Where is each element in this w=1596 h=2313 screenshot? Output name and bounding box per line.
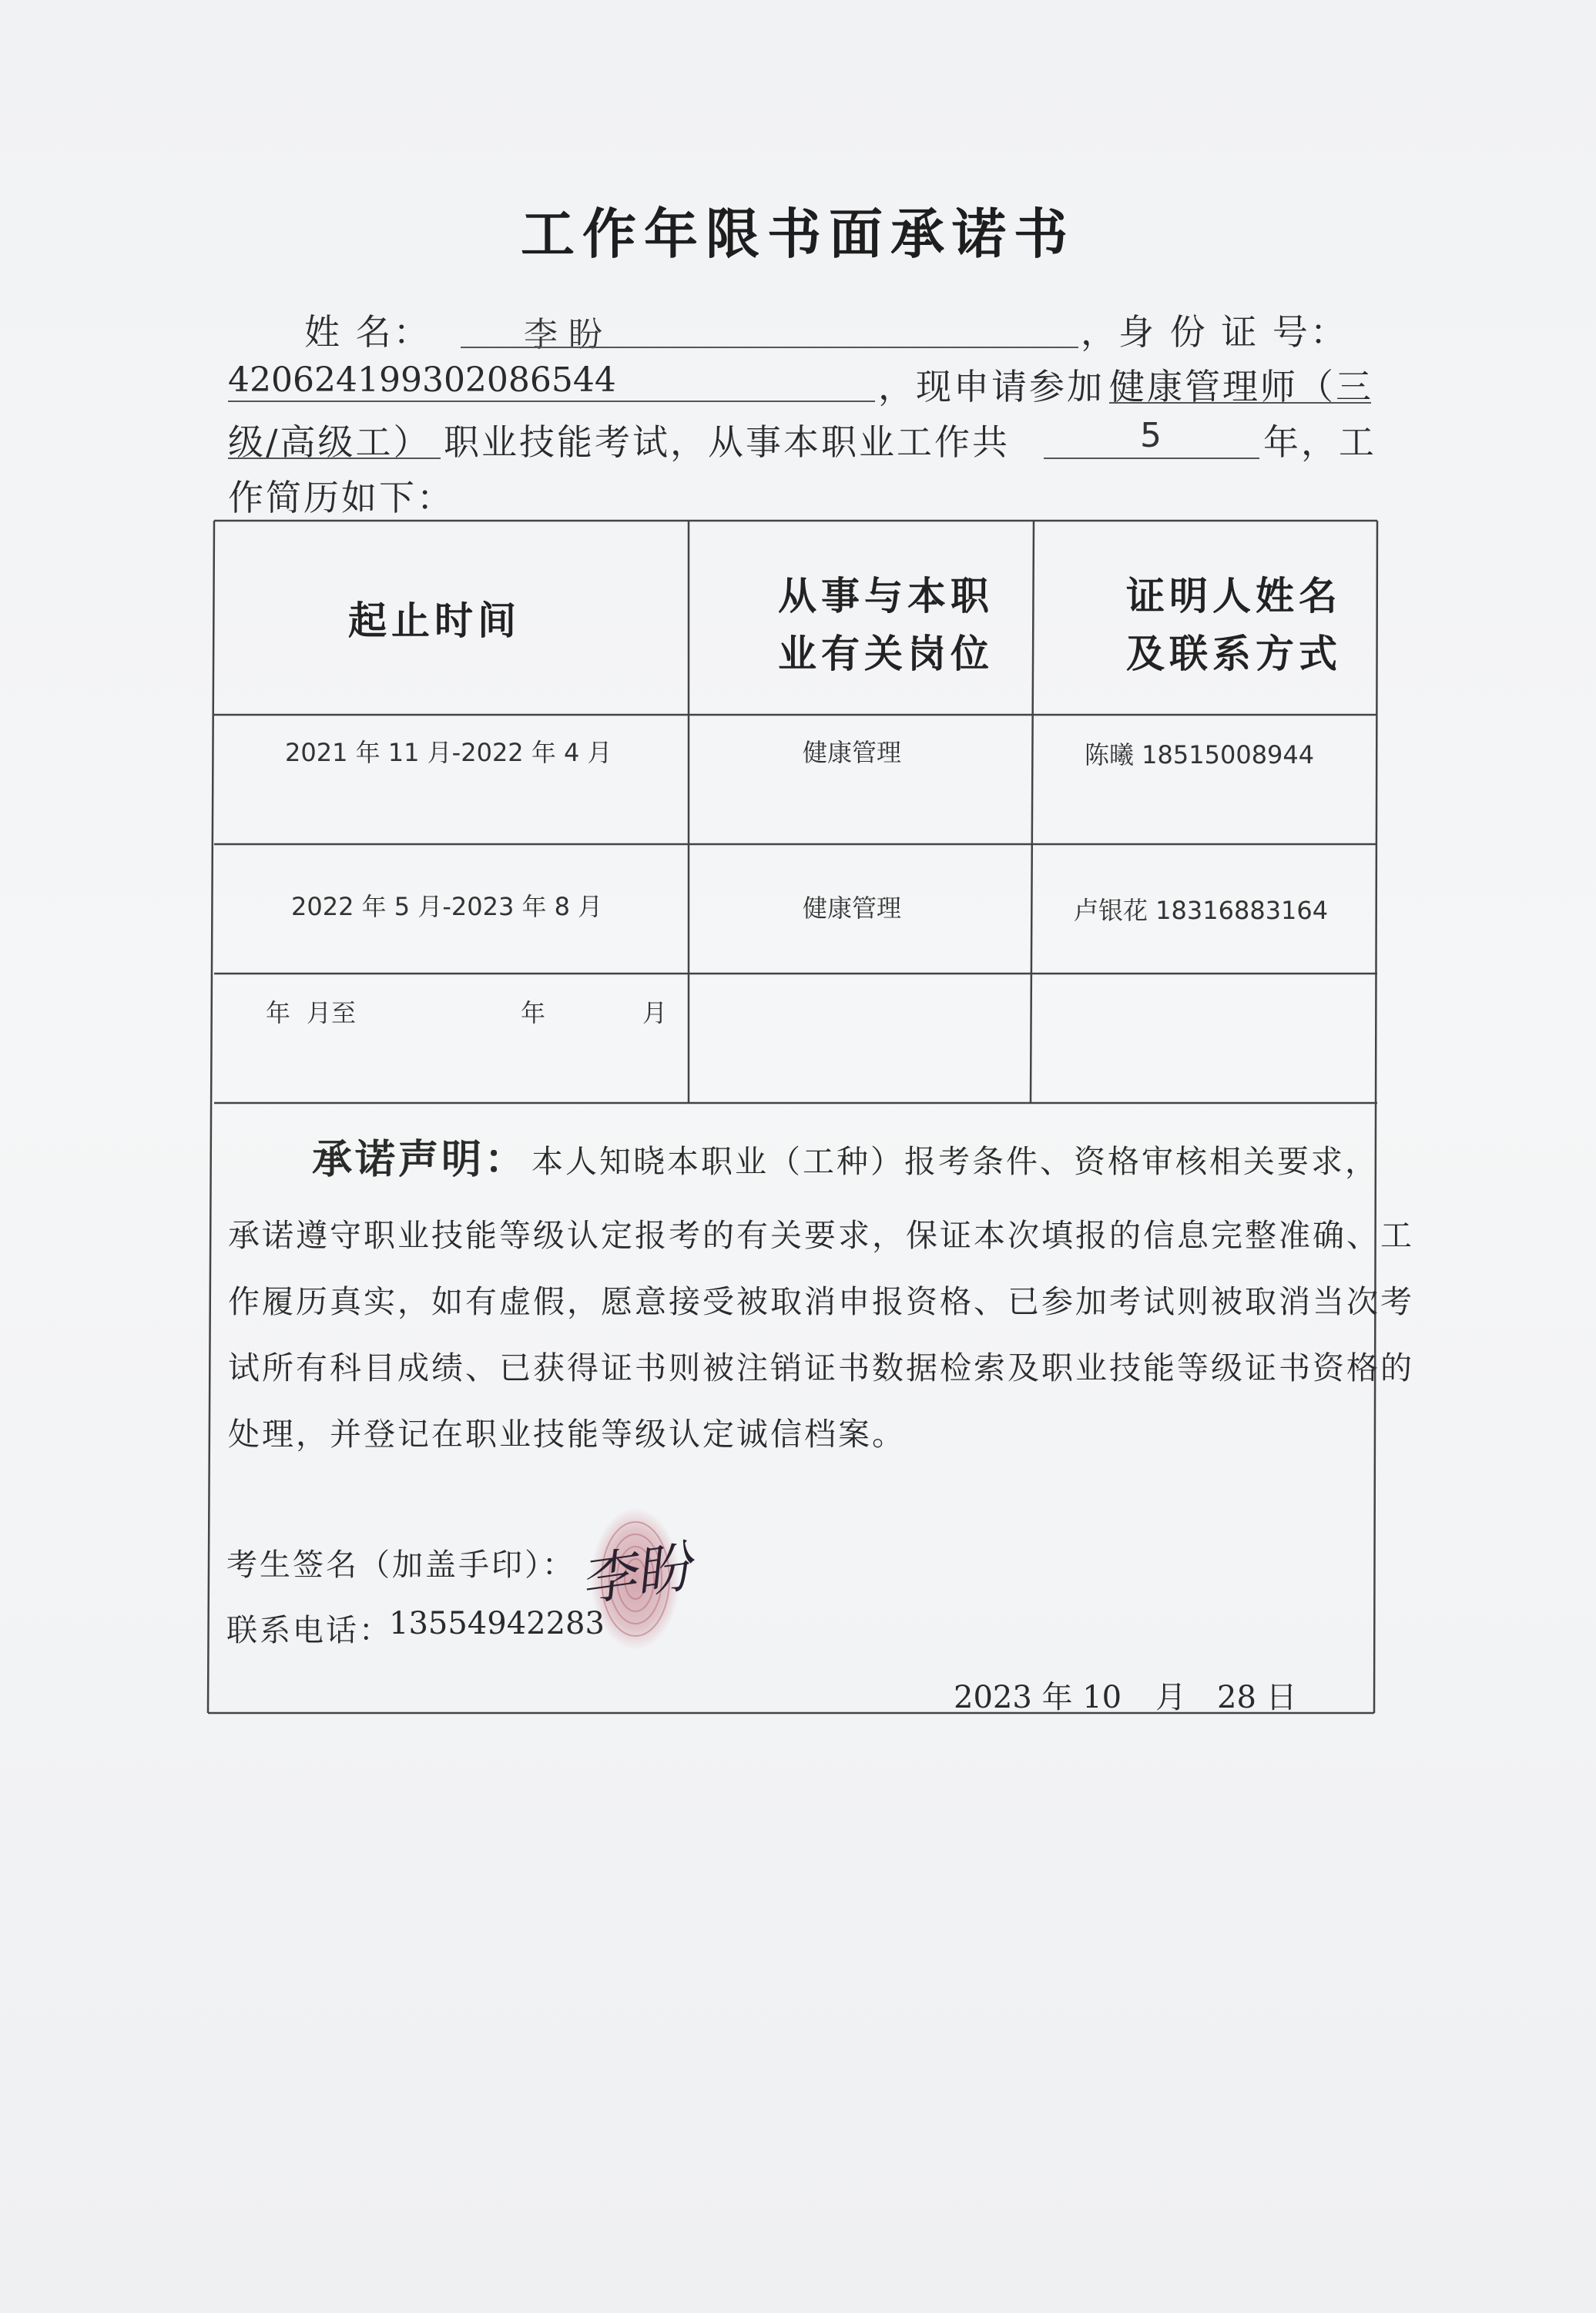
- name-value: 李 盼: [524, 315, 602, 354]
- date-year: 2023 年 10: [954, 1680, 1122, 1715]
- profession-line2: 级/高级工）: [228, 421, 431, 463]
- phone-label: 联系电话：: [226, 1613, 392, 1648]
- blank-month-to: 月至: [307, 998, 357, 1027]
- blank-year2: 年: [521, 998, 546, 1027]
- declaration-heading: 承诺声明：: [312, 1136, 528, 1183]
- declaration-line1: 本人知晓本职业（工种）报考条件、资格审核相关要求，: [531, 1143, 1379, 1180]
- resume-text: 作简历如下：: [228, 477, 454, 518]
- apply-prefix: ，现申请参加: [878, 366, 1105, 407]
- row1-period: 2021 年 11 月-2022 年 4 月: [285, 738, 612, 767]
- header-position: 从事与本职业有关岗位: [778, 573, 994, 676]
- signature: 李盼: [575, 1534, 695, 1614]
- name-label: 姓 名：: [304, 311, 431, 353]
- declaration-line3: 作履历真实，如有虚假，愿意接受被取消申报资格、已参加考试则被取消当次考: [228, 1283, 1414, 1320]
- years-suffix: 年，工: [1263, 421, 1376, 463]
- date-day: 28 日: [1217, 1680, 1297, 1715]
- id-value: 420624199302086544: [228, 360, 616, 400]
- header-period: 起止时间: [348, 598, 521, 643]
- row1-witness: 陈曦 18515008944: [1085, 740, 1315, 769]
- header-witness: 证明人姓名及联系方式: [1126, 573, 1342, 676]
- row2-period: 2022 年 5 月-2023 年 8 月: [291, 892, 603, 921]
- date-month: 月: [1155, 1680, 1186, 1715]
- declaration-line5: 处理，并登记在职业技能等级认定诚信档案。: [228, 1416, 906, 1453]
- document-title: 工作年限书面承诺书: [521, 202, 1075, 266]
- declaration-line4: 试所有科目成绩、已获得证书则被注销证书数据检索及职业技能等级证书资格的: [228, 1349, 1414, 1386]
- row2-witness: 卢银花 18316883164: [1074, 896, 1329, 925]
- row2-position: 健康管理: [803, 893, 902, 923]
- id-label: ，身 份 证 号：: [1081, 311, 1348, 353]
- blank-year: 年: [266, 998, 291, 1027]
- profession-line1: 健康管理师（三: [1109, 366, 1373, 407]
- exam-text: 职业技能考试，从事本职业工作共: [444, 421, 1010, 463]
- sign-label: 考生签名（加盖手印）：: [226, 1547, 575, 1583]
- years-value: 5: [1140, 416, 1162, 455]
- blank-month2: 月: [642, 998, 668, 1027]
- declaration-line2: 承诺遵守职业技能等级认定报考的有关要求，保证本次填报的信息完整准确、工: [228, 1217, 1414, 1254]
- phone-value: 13554942283: [389, 1606, 605, 1641]
- row1-position: 健康管理: [803, 738, 902, 767]
